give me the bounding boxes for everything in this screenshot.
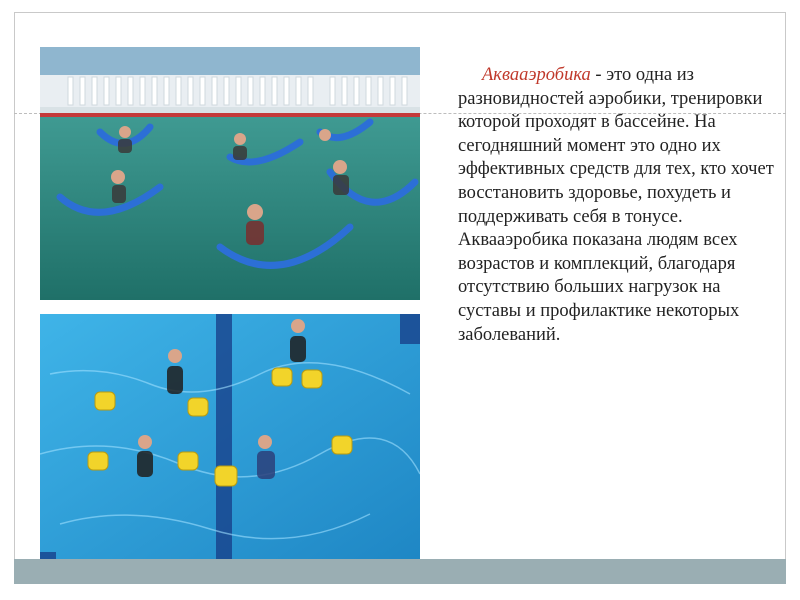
term-highlight: Аквааэробика [482,65,591,85]
pool-noodle-photo [40,47,420,300]
pool-dumbbell-photo [40,314,420,566]
slide-text [458,64,776,347]
footer-bar [14,559,786,584]
definition-text: - это одна из разновидностей аэробики, тренировки которой проходят в бассейне. На сегодняшний момент это одно их эффективных средств для тех, кто хочет восстановить здоровье, похудеть и поддерживать себя в тонусе. Аквааэробика показана людям всех возрастов и комплекций, благодаря отсутствию больших нагрузок на суставы и профилактике некоторых заболеваний. [458,65,774,345]
